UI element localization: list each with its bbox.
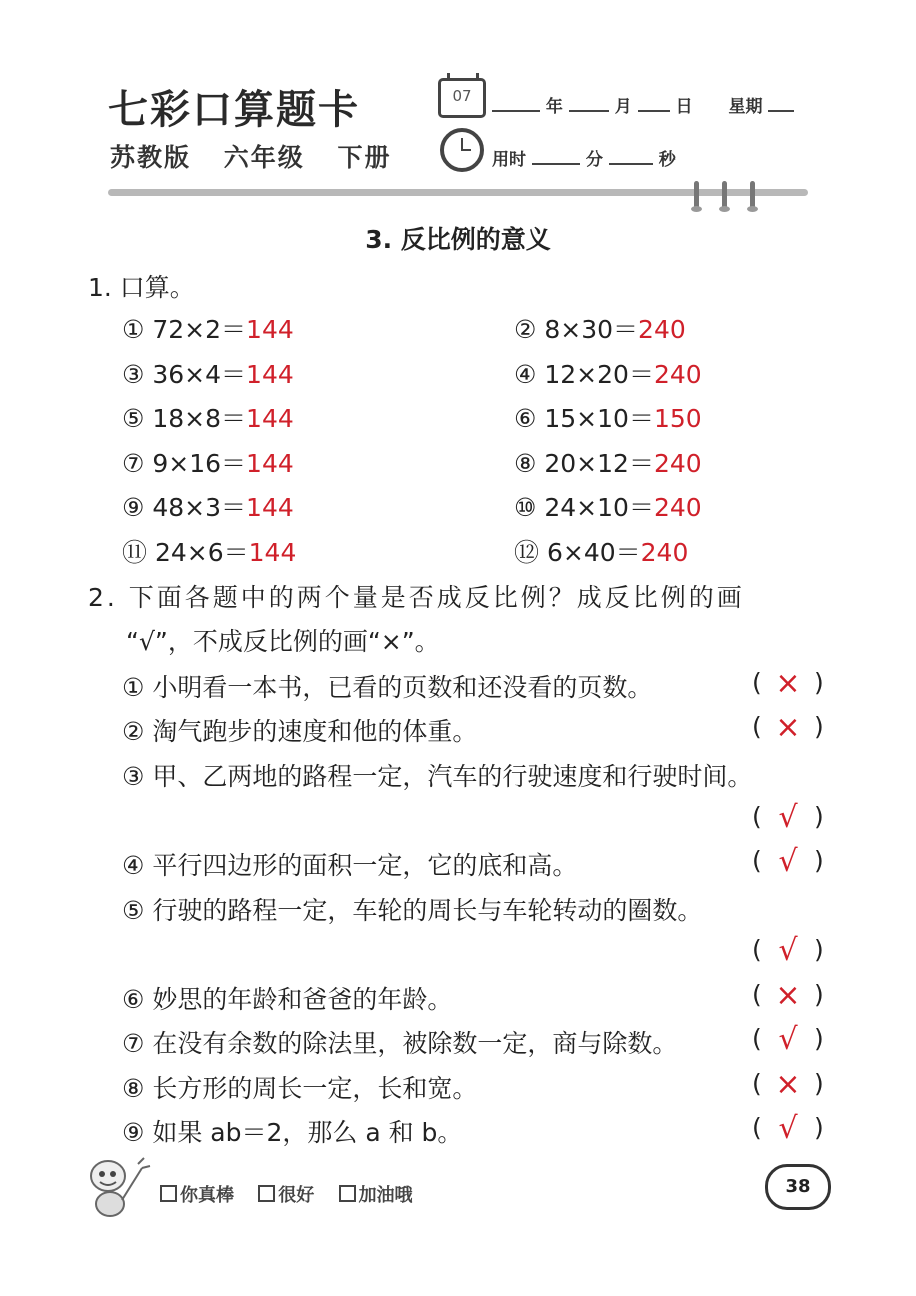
check-mark-icon: √ — [778, 933, 798, 968]
cross-mark-icon: × — [775, 1067, 801, 1102]
checkbox-icon — [339, 1185, 356, 1202]
calc-item: ⑧ 20×12＝240 — [514, 449, 702, 478]
cross-mark-icon: × — [775, 666, 801, 701]
check-mark-icon: √ — [778, 1022, 798, 1057]
page-number: 38 — [765, 1164, 831, 1210]
lesson-title: 3. 反比例的意义 — [365, 225, 551, 254]
judge-item: ④ 平行四边形的面积一定，它的底和高。 — [122, 851, 578, 880]
answer-bracket: ( √ ) — [752, 800, 824, 835]
judge-item: ⑧ 长方形的周长一定，长和宽。 — [122, 1074, 478, 1103]
calc-item: ⑥ 15×10＝150 — [514, 404, 702, 433]
answer-bracket: ( × ) — [752, 978, 824, 1013]
calc-item: ⑦ 9×16＝144 — [122, 449, 294, 478]
date-fields — [492, 92, 794, 117]
time-used-label: 用时 — [492, 150, 526, 170]
month-label: 月 — [614, 97, 632, 117]
answer: 144 — [246, 493, 294, 522]
answer: 240 — [653, 449, 702, 478]
q2-heading-line2: “√”，不成反比例的画“×”。 — [126, 627, 440, 656]
minutes-label: 分 — [585, 150, 603, 170]
weekday-blank[interactable] — [768, 110, 794, 112]
calendar-icon — [438, 78, 486, 118]
clock-icon — [440, 128, 484, 172]
answer-bracket: ( √ ) — [752, 844, 824, 879]
weekday-label: 星期 — [728, 97, 763, 117]
rating-option-good[interactable]: 很好 — [258, 1185, 314, 1206]
year-blank[interactable] — [492, 110, 540, 112]
seconds-blank[interactable] — [609, 163, 653, 165]
edition-info — [110, 138, 413, 174]
check-mark-icon: √ — [778, 800, 798, 835]
calc-item: ① 72×2＝144 — [122, 315, 294, 344]
calc-item: ⑫ 6×40＝240 — [514, 538, 689, 567]
calendar-day: 07 — [452, 87, 472, 105]
checkbox-icon — [258, 1185, 275, 1202]
answer: 150 — [653, 404, 702, 433]
seconds-label: 秒 — [658, 150, 676, 170]
answer: 144 — [246, 404, 294, 433]
answer-bracket: ( × ) — [752, 1067, 824, 1102]
answer: 144 — [248, 538, 297, 567]
answer: 240 — [638, 315, 686, 344]
cross-mark-icon: × — [775, 710, 801, 745]
calc-item: ④ 12×20＝240 — [514, 360, 702, 389]
rating-option-great[interactable]: 你真棒 — [160, 1185, 234, 1206]
time-fields — [492, 145, 676, 170]
answer-bracket: ( × ) — [752, 710, 824, 745]
answer: 144 — [246, 449, 294, 478]
day-blank[interactable] — [638, 110, 670, 112]
cross-mark-icon: × — [775, 978, 801, 1013]
q2-heading-line1: 2. 下面各题中的两个量是否成反比例？成反比例的画 — [88, 583, 745, 612]
judge-item: ⑨ 如果 ab＝2，那么 a 和 b。 — [122, 1118, 463, 1147]
judge-item: ⑥ 妙思的年龄和爸爸的年龄。 — [122, 985, 453, 1014]
check-mark-icon: √ — [778, 1111, 798, 1146]
binder-ring-icon — [750, 181, 755, 209]
minutes-blank[interactable] — [532, 163, 580, 165]
calc-item: ⑩ 24×10＝240 — [514, 493, 702, 522]
mascot-icon — [82, 1154, 154, 1224]
answer: 144 — [246, 315, 294, 344]
answer-bracket: ( √ ) — [752, 933, 824, 968]
judge-item: ③ 甲、乙两地的路程一定，汽车的行驶速度和行驶时间。 — [122, 762, 753, 791]
calc-item: ② 8×30＝240 — [514, 315, 686, 344]
header-divider — [108, 189, 808, 196]
month-blank[interactable] — [569, 110, 609, 112]
judge-item: ① 小明看一本书，已看的页数和还没看的页数。 — [122, 673, 653, 702]
calc-item: ⑪ 24×6＝144 — [122, 538, 297, 567]
judge-item: ⑤ 行驶的路程一定，车轮的周长与车轮转动的圈数。 — [122, 896, 703, 925]
q1-heading: 1. 口算。 — [88, 273, 195, 302]
day-label: 日 — [675, 97, 693, 117]
check-mark-icon: √ — [778, 844, 798, 879]
answer-bracket: ( √ ) — [752, 1022, 824, 1057]
brand-title: 七彩口算题卡 — [108, 87, 360, 133]
volume: 下册 — [337, 143, 392, 172]
rating-option-keep-going[interactable]: 加油哦 — [339, 1185, 413, 1206]
grade: 六年级 — [223, 143, 305, 172]
self-rating — [160, 1181, 431, 1207]
binder-ring-icon — [722, 181, 727, 209]
answer-bracket: ( √ ) — [752, 1111, 824, 1146]
answer: 144 — [246, 360, 294, 389]
calc-item: ⑤ 18×8＝144 — [122, 404, 294, 433]
checkbox-icon — [160, 1185, 177, 1202]
answer: 240 — [640, 538, 689, 567]
year-label: 年 — [545, 97, 563, 117]
answer-bracket: ( × ) — [752, 666, 824, 701]
judge-item: ② 淘气跑步的速度和他的体重。 — [122, 717, 478, 746]
calc-item: ⑨ 48×3＝144 — [122, 493, 294, 522]
publisher: 苏教版 — [110, 143, 192, 172]
binder-ring-icon — [694, 181, 699, 209]
calc-item: ③ 36×4＝144 — [122, 360, 294, 389]
answer: 240 — [653, 493, 702, 522]
judge-item: ⑦ 在没有余数的除法里，被除数一定，商与除数。 — [122, 1029, 678, 1058]
answer: 240 — [653, 360, 702, 389]
